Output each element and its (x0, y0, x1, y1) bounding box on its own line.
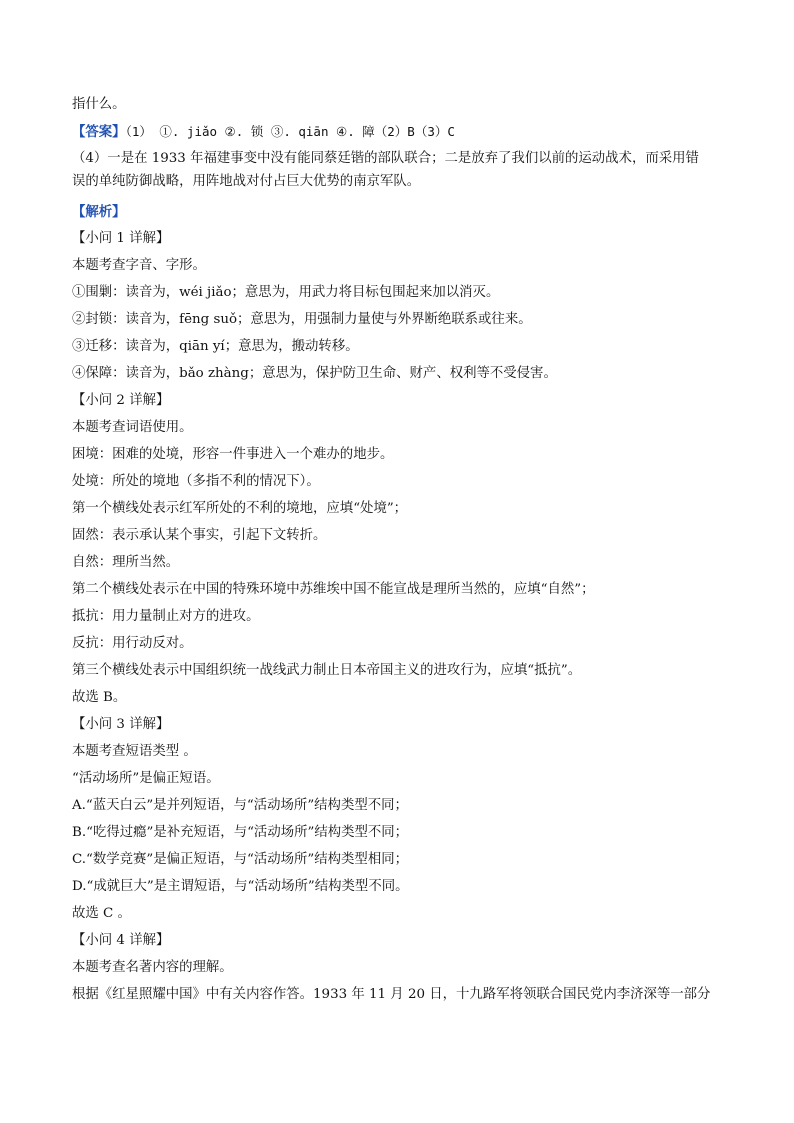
section-heading: 【小问 4 详解】 (72, 933, 170, 948)
text-line: B.“吃得过瘾”是补充短语，与“活动场所”结构类型不同； (72, 825, 409, 840)
text-line: 第一个横线处表示红军所处的不利的境地，应填“处境”； (72, 501, 408, 516)
text-line: 第三个横线处表示中国组织统一战线武力制止日本帝国主义的进攻行为，应填“抵抗”。 (72, 663, 582, 678)
text-line: 反抗：用行动反对。 (72, 636, 193, 651)
answer-line: 【答案】（1） ①. jiǎo ②. 锁 ③. qiān ④. 障（2）B（3）C (72, 124, 455, 140)
text-line: 本题考查名著内容的理解。 (72, 960, 233, 975)
section-heading: 【小问 2 详解】 (72, 393, 170, 408)
text-line: 本题考查字音、字形。 (72, 258, 206, 273)
section-heading: 【小问 3 详解】 (72, 717, 170, 732)
text-line: ③迁移：读音为，qiān yí；意思为，搬动转移。 (72, 339, 359, 354)
text-line: ①围剿：读音为，wéi jiǎo；意思为，用武力将目标包围起来加以消灭。 (72, 285, 500, 300)
text-line: 困境：困难的处境，形容一件事进入一个难办的地步。 (72, 447, 394, 462)
text-line: 处境：所处的境地（多指不利的情况下）。 (72, 474, 320, 489)
analysis-line (72, 203, 126, 222)
text-line: 第二个横线处表示在中国的特殊环境中苏维埃中国不能宣战是理所当然的，应填“自然”； (72, 582, 595, 597)
text-line: 本题考查短语类型 。 (72, 744, 197, 759)
text-line: 指什么。 (72, 97, 126, 112)
text-line: 自然：理所当然。 (72, 555, 180, 570)
text-line: 抵抗：用力量制止对方的进攻。 (72, 609, 260, 624)
text-line: （4）一是在 1933 年福建事变中没有能同蔡廷锴的部队联合；二是放弃了我们以前的运动战术，而采用错 (72, 151, 699, 166)
text-line: ④保障：读音为，bǎo zhàng；意思为，保护防卫生命、财产、权利等不受侵害。 (72, 366, 557, 381)
text-line: 本题考查词语使用。 (72, 420, 193, 435)
analysis-label: 【解析】 (72, 204, 126, 220)
answer-label: 【答案】 (72, 124, 126, 140)
text-line: C.“数学竞赛”是偏正短语，与“活动场所”结构类型相同； (72, 852, 408, 867)
text-line: 误的单纯防御战略，用阵地战对付占巨大优势的南京军队。 (72, 174, 421, 189)
text-line: 根据《红星照耀中国》中有关内容作答。1933 年 11 月 20 日，十九路军将领联合国民党内李济深等一部分 (72, 987, 711, 1002)
text-line: 固然：表示承认某个事实，引起下文转折。 (72, 528, 327, 543)
text-line: ②封锁：读音为，fēng suǒ；意思为，用强制力量使与外界断绝联系或往来。 (72, 312, 532, 327)
text-line: A.“蓝天白云”是并列短语，与“活动场所”结构类型不同； (72, 798, 408, 813)
text-line: “活动场所”是偏正短语。 (72, 771, 220, 786)
text-line: D.“成就巨大”是主谓短语，与“活动场所”结构类型不同。 (72, 879, 409, 894)
text-line: 故选 B。 (72, 690, 127, 705)
section-heading: 【小问 1 详解】 (72, 231, 170, 246)
text-line: 故选 C 。 (72, 906, 131, 921)
